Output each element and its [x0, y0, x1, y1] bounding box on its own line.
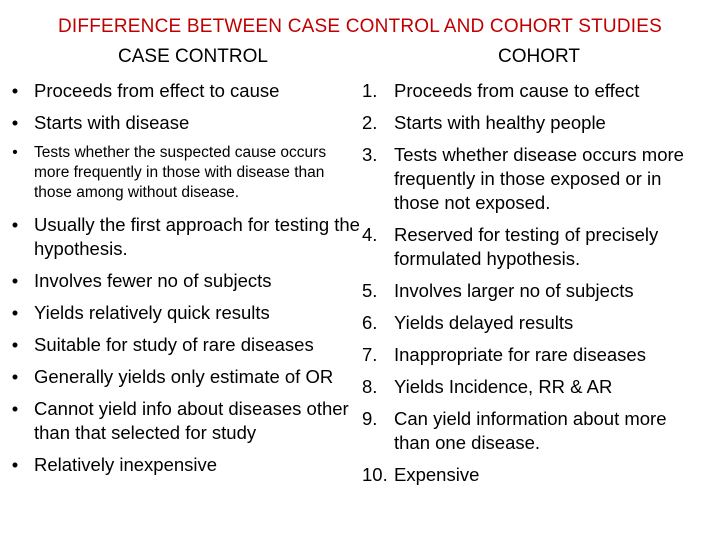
cohort-list: [362, 79, 702, 487]
bullet-icon: •: [11, 302, 19, 323]
cohort-item: 9. Can yield information about more than one disease.: [362, 408, 667, 453]
case-control-item: • Generally yields only estimate of OR: [8, 365, 363, 389]
case-control-heading: CASE CONTROL: [118, 46, 268, 67]
bullet-icon: •: [11, 214, 19, 235]
bullet-icon: •: [11, 112, 19, 133]
cohort-item: 5. Involves larger no of subjects: [362, 280, 634, 301]
cohort-item: 1. Proceeds from cause to effect: [362, 80, 640, 101]
case-control-item: • Starts with disease: [8, 111, 363, 135]
case-control-item: • Relatively inexpensive: [8, 453, 363, 477]
bullet-icon: •: [11, 80, 19, 101]
case-control-item: • Usually the first approach for testing the hypothesis.: [8, 213, 363, 261]
case-control-item: • Yields relatively quick results: [8, 301, 363, 325]
bullet-icon: •: [11, 398, 19, 419]
cohort-heading: COHORT: [498, 46, 580, 67]
cohort-item: 8. Yields Incidence, RR & AR: [362, 376, 613, 397]
cohort-item: 6. Yields delayed results: [362, 312, 574, 333]
bullet-icon: •: [12, 144, 18, 161]
case-control-list: [8, 79, 363, 477]
case-control-item: • Proceeds from effect to cause: [8, 79, 363, 103]
cohort-item: 4. Reserved for testing of precisely formulated hypothesis.: [362, 224, 659, 269]
cohort-item: 2. Starts with healthy people: [362, 112, 606, 133]
bullet-icon: •: [11, 334, 19, 355]
slide-title: DIFFERENCE BETWEEN CASE CONTROL AND COHORT STUDIES: [57, 16, 662, 37]
cohort-item: 10. Expensive: [362, 464, 480, 485]
case-control-item: • Tests whether the suspected cause occurs more frequently in those with disease than those among without disease.: [8, 143, 363, 203]
bullet-icon: •: [11, 454, 19, 475]
cohort-item: 3. Tests whether disease occurs more frequently in those exposed or in those not exposed.: [362, 144, 684, 213]
case-control-item: • Suitable for study of rare diseases: [8, 333, 363, 357]
case-control-item: • Involves fewer no of subjects: [8, 269, 363, 293]
bullet-icon: •: [11, 366, 19, 387]
case-control-item: • Cannot yield info about diseases other than that selected for study: [8, 397, 363, 445]
bullet-icon: •: [11, 270, 19, 291]
cohort-item: 7. Inappropriate for rare diseases: [362, 344, 646, 365]
